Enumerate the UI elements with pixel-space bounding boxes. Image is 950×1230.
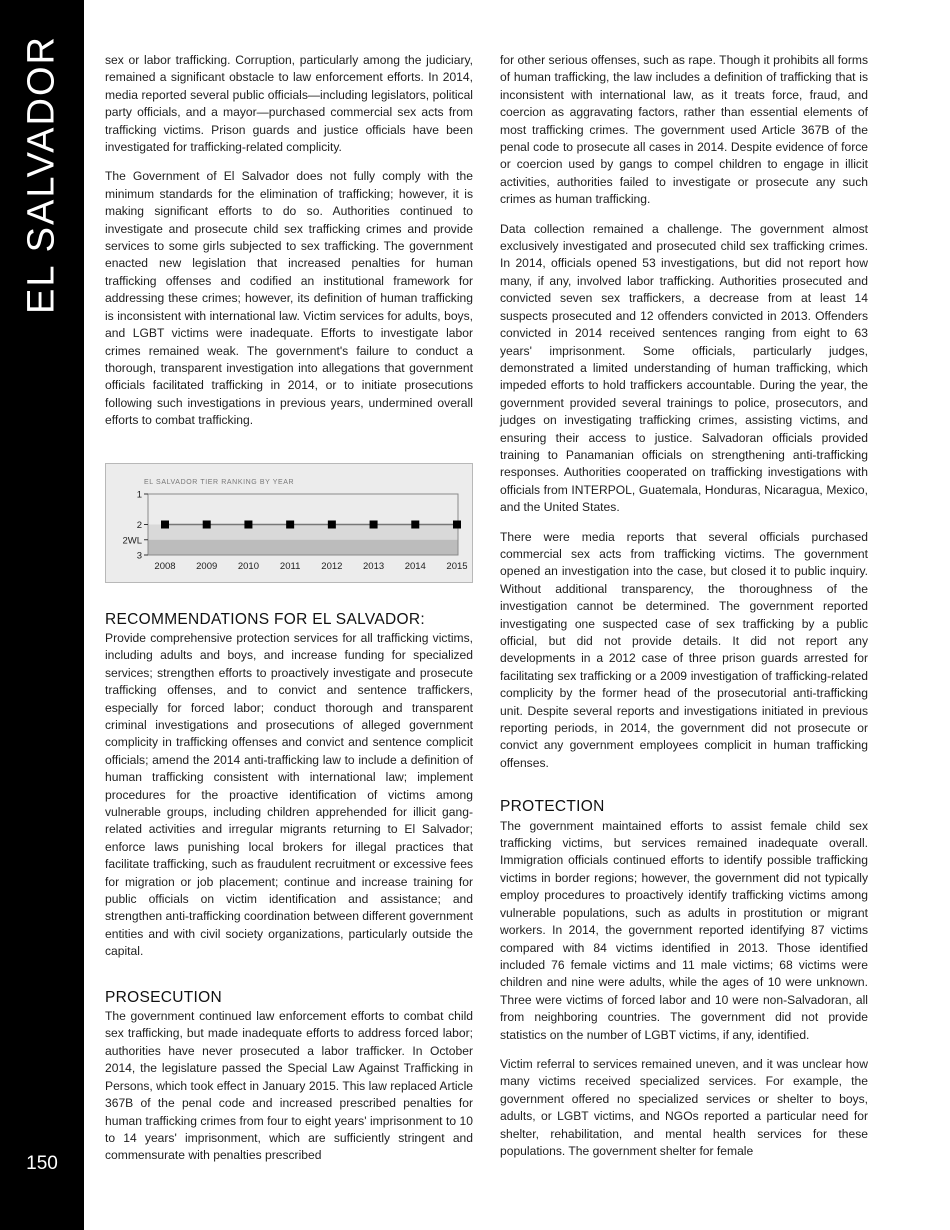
complicity-paragraph: There were media reports that several officials purchased commercial sex acts from trafficking victims. The government opened an investigation into the case, but closed it to public inquiry. Without additional transparency, the thoroughness of the investigation cannot be determined. The government reported investigating one suspected case of sex trafficking by a public official, but did not provide details. It did not report any developments in a 2012 case of three prison guards arrested for facilitating sex trafficking or a 2009 investigation of trafficking-related complicity by the former head of the prosecutorial anti-trafficking unit. Despite several reports and investigations initiated in previous reporting periods, in 2014, the government did not prosecute or convict any government employees complicit in human trafficking offenses. [500, 529, 868, 770]
data-point [411, 520, 419, 528]
prosecution-text: The government continued law enforcement efforts to combat child sex trafficking, but made inadequate efforts to address forced labor; authorities have never prosecuted a labor trafficker. In October 2014, the legislature passed the Special Law Against Trafficking in Persons, which took effect in January 2015. This law replaced Article 367B of the penal code and increased prescribed penalties for human trafficking crimes from four to eight years' imprisonment to 10 to 14 years' imprisonment, which are sufficiently stringent and commensurate with penalties prescribed [105, 1009, 473, 1163]
intro-paragraph: sex or labor trafficking. Corruption, particularly among the judiciary, remained a significant obstacle to law enforcement efforts. In 2014, media reported several public officials—including legislators, political party officials, and a mayor—purchased commercial sex acts from trafficking victims. Prison guards and justice officials have been investigated for trafficking-related complicity. [105, 53, 473, 155]
y-tick-label: 2 [136, 519, 142, 531]
x-tick-label: 2014 [404, 560, 426, 572]
x-tick-label: 2013 [363, 560, 385, 572]
plot-band-tier3 [148, 539, 458, 554]
page-number: 150 [26, 1153, 58, 1174]
data-point [286, 520, 294, 528]
plot-band-tier1 [148, 494, 458, 525]
x-tick-label: 2010 [237, 560, 259, 572]
data-point [203, 520, 211, 528]
y-tick-label: 2WL [122, 534, 142, 546]
chart-title: EL SALVADOR TIER RANKING BY YEAR [144, 478, 295, 486]
recommendations-text: Provide comprehensive protection services for all trafficking victims, including adults and boys, and increase funding for specialized services; strengthen efforts to proactively investigate and prosecute trafficking offenses, and to convict and sentence traffickers, especially for forced labor; conduct thorough and transparent criminal investigations and prosecutions of alleged government complicity in trafficking offenses and convict and sentence complicit officials; amend the 2014 anti-trafficking law to include a definition of human trafficking consistent with international law; implement procedures for the proactive identification of victims among vulnerable groups, including children apprehended for illicit gang-related activities and irregular migrants returning to El Salvador; enforce laws punishing local brokers for illegal practices that facilitate trafficking, such as fraudulent recruitment or excessive fees for migration or job placement; continue and increase training for public officials on victim identification and assistance; and strengthen anti-trafficking coordination between different government entities and with civil society organizations, particularly outside the capital. [105, 630, 473, 959]
data-point [328, 520, 336, 528]
data-point [244, 520, 252, 528]
tier-ranking-chart [105, 463, 473, 583]
protection-heading: PROTECTION [500, 798, 605, 816]
x-tick-label: 2011 [279, 560, 301, 572]
y-tick-label: 1 [136, 489, 142, 501]
data-collection-paragraph: Data collection remained a challenge. The government almost exclusively investigated and prosecuted child sex trafficking crimes. In 2014, officials opened 53 investigations, but did not report how many, if any, involved labor trafficking. Authorities prosecuted and convicted seven sex traffickers, a decrease from at least 14 suspects prosecuted and 12 offenders convicted in 2013. Offenders convicted in 2014 received sentences ranging from eight to 63 years' imprisonment. Some officials, particularly judges, demonstrated a limited understanding of human trafficking, which impeded efforts to hold traffickers accountable. During the year, the government provided several trainings to police, prosecutors, and judges on investigating trafficking crimes, assisting victims, and ensuring their access to justice. Salvadoran officials provided training to Panamanian officials on strengthening anti-trafficking responses. Authorities cooperated on trafficking investigations with officials from INTERPOL, Guatemala, Honduras, Nicaragua, Mexico, and the United States. [500, 221, 868, 515]
x-tick-label: 2008 [154, 560, 176, 572]
protection-paragraph-1: The government maintained efforts to assist female child sex trafficking victims, but services remained inadequate overall. Immigration officials continued efforts to identify possible trafficking victims in border regions; however, the government did not typically employ procedures to proactively identify trafficking victims among vulnerable populations, such as adults in prostitution or migrant workers. In 2014, the government reported identifying 87 victims compared with 84 victims identified in 2013. Those identified included 76 female victims and 11 male victims; 68 victims were children and nine were adults, while the ages of 10 were unknown. Three were victims of forced labor and 10 were non-Salvadoran, all from neighboring countries. The government did not provide statistics on the number of LGBT victims, if any, identified. [500, 818, 868, 1042]
assessment-paragraph: The Government of El Salvador does not fully comply with the minimum standards for the elimination of trafficking; however, it is making significant efforts to do so. Authorities continued to investigate and prosecute child sex trafficking crimes and provide services to some girls subjected to sex trafficking. The government enacted new legislation that increased penalties for human trafficking offenses and codified an institutional framework for addressing these crimes; however, its definition of human trafficking is inconsistent with international law. Victim services for adults, boys, and LGBT victims were inadequate. Efforts to investigate labor crimes remained weak. The government's failure to conduct a thorough, transparent investigation into allegations that government officials facilitated trafficking in 2014, or to initiate prosecutions following such investigations in previous years, undermined overall efforts to combat trafficking. [105, 169, 473, 428]
prosecution-heading: PROSECUTION [105, 988, 222, 1006]
data-point [370, 520, 378, 528]
x-tick-label: 2009 [196, 560, 218, 572]
chart-canvas [106, 464, 472, 582]
right-column [500, 52, 868, 1172]
left-column [105, 52, 473, 1177]
x-tick-label: 2015 [446, 560, 468, 572]
data-point [161, 520, 169, 528]
x-tick-label: 2012 [321, 560, 343, 572]
country-label: EL SALVADOR [20, 35, 63, 315]
y-tick-label: 3 [136, 550, 142, 562]
protection-paragraph-2: Victim referral to services remained uneven, and it was unclear how many victims received specialized services. For example, the government offered no specialized services or shelter to boys, adults, or LGBT victims, and NGOs reported a particular need for shelter, rehabilitation, and mental health services for these populations. The government shelter for female [500, 1056, 868, 1158]
data-point [453, 520, 461, 528]
recommendations-heading: RECOMMENDATIONS FOR EL SALVADOR: [105, 610, 425, 628]
sidebar [0, 0, 84, 1230]
law-paragraph: for other serious offenses, such as rape. Though it prohibits all forms of human trafficking, the law includes a definition of trafficking that is inconsistent with international law, as it treats force, fraud, and coercion as aggravating factors, rather than essential elements of most trafficking crimes. The government used Article 367B of the penal code to prosecute all cases in 2014. Despite evidence of force or coercion used by gangs to compel children to engage in illicit activities, authorities failed to investigate or prosecute any such crimes as human trafficking. [500, 53, 868, 207]
